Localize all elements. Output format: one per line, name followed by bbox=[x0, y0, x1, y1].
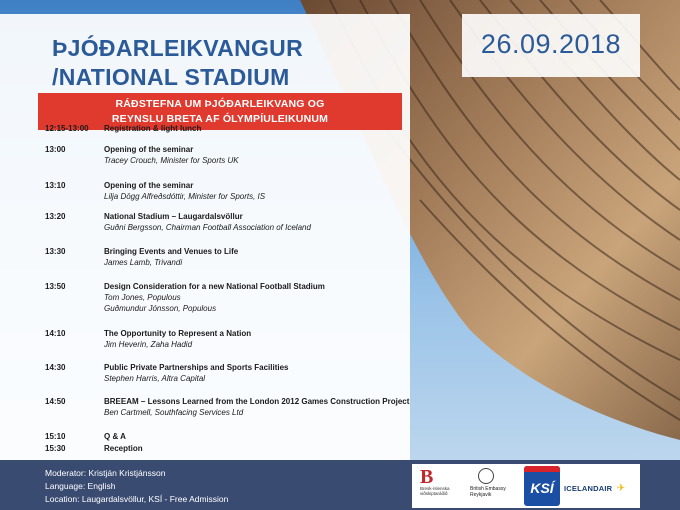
agenda-time: 14:10 bbox=[45, 329, 66, 338]
agenda-time: 13:20 bbox=[45, 212, 66, 221]
agenda-time: 14:50 bbox=[45, 397, 66, 406]
agenda-title: Bringing Events and Venues to Life bbox=[104, 247, 239, 256]
agenda-time: 15:10 bbox=[45, 432, 66, 441]
agenda-speaker: Ben Cartmell, Southfacing Services Ltd bbox=[104, 408, 244, 417]
agenda-speaker: Jim Heverin, Zaha Hadid bbox=[104, 340, 193, 349]
icelandair-logo: ICELANDAIR ✈ bbox=[564, 483, 626, 494]
event-title bbox=[52, 34, 402, 92]
agenda-title: Public Private Partnerships and Sports Facilities bbox=[104, 363, 289, 372]
agenda-title: BREEAM – Lessons Learned from the London 2012 Games Construction Project bbox=[104, 397, 410, 406]
language-text: Language: English bbox=[45, 481, 116, 491]
agenda-title: Registration & light lunch bbox=[104, 124, 202, 133]
breska-logo: B Bresk-íslenska viðskiptaráðið bbox=[420, 466, 450, 496]
agenda-time: 13:50 bbox=[45, 282, 66, 291]
agenda-title: Opening of the seminar bbox=[104, 145, 194, 154]
agenda-speaker: Lilja Dögg Alfreðsdóttir, Minister for Sports, IS bbox=[104, 192, 266, 201]
agenda-time: 13:10 bbox=[45, 181, 66, 190]
date-box bbox=[462, 14, 640, 77]
agenda-time: 13:30 bbox=[45, 247, 66, 256]
subtitle-banner bbox=[38, 93, 402, 130]
agenda-speaker: Guðni Bergsson, Chairman Football Association of Iceland bbox=[104, 223, 311, 232]
agenda-speaker: Stephen Harris, Altra Capital bbox=[104, 374, 206, 383]
agenda-title: Reception bbox=[104, 444, 143, 453]
agenda-title: Opening of the seminar bbox=[104, 181, 194, 190]
agenda-title: Q & A bbox=[104, 432, 126, 441]
moderator-text: Moderator: Kristján Kristjánsson bbox=[45, 468, 166, 478]
crest-icon bbox=[478, 468, 494, 484]
agenda-title: The Opportunity to Represent a Nation bbox=[104, 329, 252, 338]
agenda-time: 15:30 bbox=[45, 444, 66, 453]
agenda-time: 14:30 bbox=[45, 363, 66, 372]
subtitle-line-1: RÁÐSTEFNA UM ÞJÓÐARLEIKVANG OG bbox=[115, 98, 325, 110]
agenda-panel bbox=[0, 14, 410, 460]
agenda-speaker: James Lamb, Trivandi bbox=[104, 258, 183, 267]
agenda-speaker: Tom Jones, Populous bbox=[104, 293, 181, 302]
subtitle-line-2: REYNSLU BRETA AF ÓLYMPÍULEIKUNUM bbox=[111, 113, 329, 125]
sponsor-logos bbox=[412, 464, 640, 508]
plane-icon: ✈ bbox=[616, 483, 626, 494]
agenda-time: 12:15-13:00 bbox=[45, 124, 89, 133]
agenda-speaker: Tracey Crouch, Minister for Sports UK bbox=[104, 156, 239, 165]
location-text: Location: Laugardalsvöllur, KSÍ - Free Admission bbox=[45, 494, 229, 504]
title-line-2: /NATIONAL STADIUM bbox=[52, 64, 290, 90]
event-date: 26.09.2018 bbox=[480, 29, 622, 59]
agenda-time: 13:00 bbox=[45, 145, 66, 154]
title-line-1: ÞJÓÐARLEIKVANGUR bbox=[52, 35, 304, 61]
british-embassy-logo: British Embassy Reykjavik bbox=[470, 468, 522, 506]
agenda-title: Design Consideration for a new National Football Stadium bbox=[104, 282, 325, 291]
agenda-title: National Stadium – Laugardalsvöllur bbox=[104, 212, 243, 221]
ksi-logo: KSÍ bbox=[524, 466, 560, 506]
agenda-speaker: Guðmundur Jónsson, Populous bbox=[104, 304, 217, 313]
